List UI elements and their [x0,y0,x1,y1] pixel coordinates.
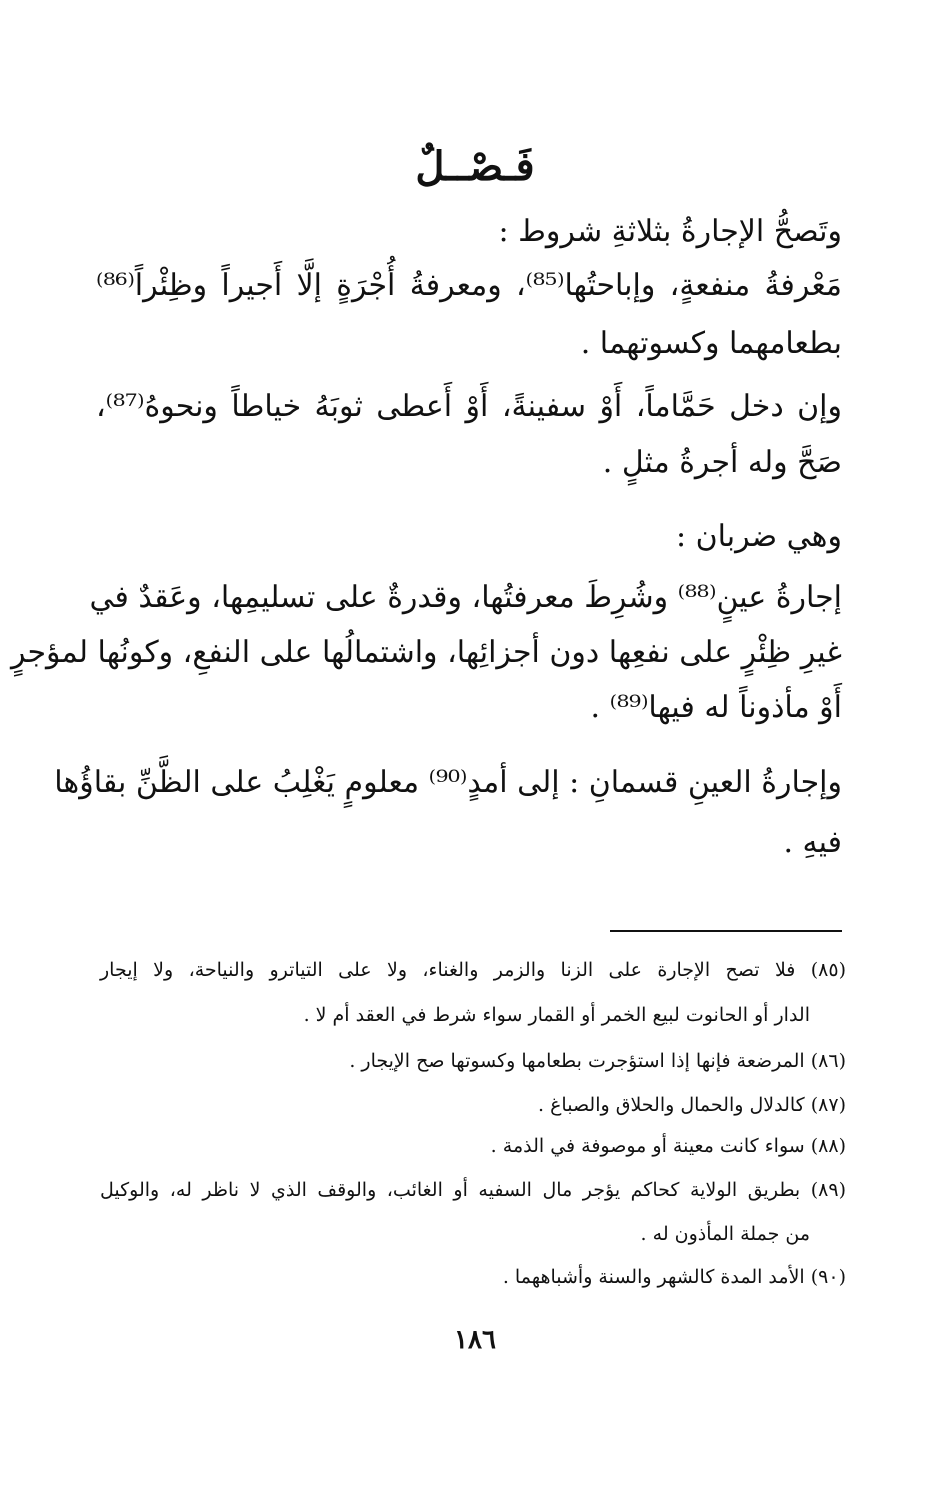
body-line: أَوْ مأذوناً له فيها⁽⁸⁹⁾ . [590,690,842,725]
footnote-line: (٨٦) المرضعة فإنها إذا استؤجرت بطعامها وكسوتها صح الإيجار . [349,1050,846,1072]
body-line: فيهِ . [783,825,842,860]
body-line: وتَصحُّ الإجارةُ بثلاثةِ شروط : [498,214,842,249]
section-heading: فَـصْــلٌ [415,143,535,190]
footnote-line: (٩٠) الأمد المدة كالشهر والسنة وأشباههما . [502,1266,846,1288]
footnote-line: (٨٨) سواء كانت معينة أو موصوفة في الذمة . [490,1135,846,1157]
footnote-line: الدار أو الحانوت لبيع الخمر أو القمار سواء شرط في العقد أم لا . [303,1004,810,1026]
body-line: مَعْرفةُ منفعةٍ، وإباحتُها⁽⁸⁵⁾، ومعرفةُ أُجْرَةٍ إلَّا أَجيراً وظِئْراً⁽⁸⁶⁾ [96,268,842,303]
body-line: إجارةُ عينٍ⁽⁸⁸⁾ وشُرِطَ معرفتُها، وقدرةٌ على تسليمِها، وعَقدٌ في [89,580,842,615]
footnote-line: (٨٧) كالدلال والحمال والحلاق والصباغ . [538,1094,846,1116]
body-line: بطعامهما وكسوتهما . [580,326,842,361]
footnote-line: (٨٩) بطريق الولاية كحاكم يؤجر مال السفيه أو الغائب، والوقف الذي لا ناظر له، والوكيل [100,1179,846,1201]
body-line: وإجارةُ العينِ قسمانِ : إلى أمدٍ⁽⁹⁰⁾ معلومٍ يَغْلِبُ على الظَّنِّ بقاؤُها [54,765,842,800]
page-number: ١٨٦ [454,1325,496,1355]
body-line: صَحَّ وله أجرةُ مثلٍ . [602,445,842,480]
footnote-divider [610,930,842,932]
body-line: وإن دخل حَمَّاماً، أَوْ سفينةً، أَوْ أَعطى ثوبَهُ خياطاً ونحوهُ⁽⁸⁷⁾، [96,389,842,424]
footnote-line: من جملة المأذون له . [640,1223,810,1245]
footnote-line: (٨٥) فلا تصح الإجارة على الزنا والزمر والغناء، ولا على التياترو والنياحة، ولا إيجار [100,959,846,981]
body-line: وهي ضربان : [675,519,842,554]
body-line: غيرِ ظِئْرٍ على نفعِها دون أجزائِها، واشتمالُها على النفعِ، وكونُها لمؤجرٍ [10,635,842,670]
